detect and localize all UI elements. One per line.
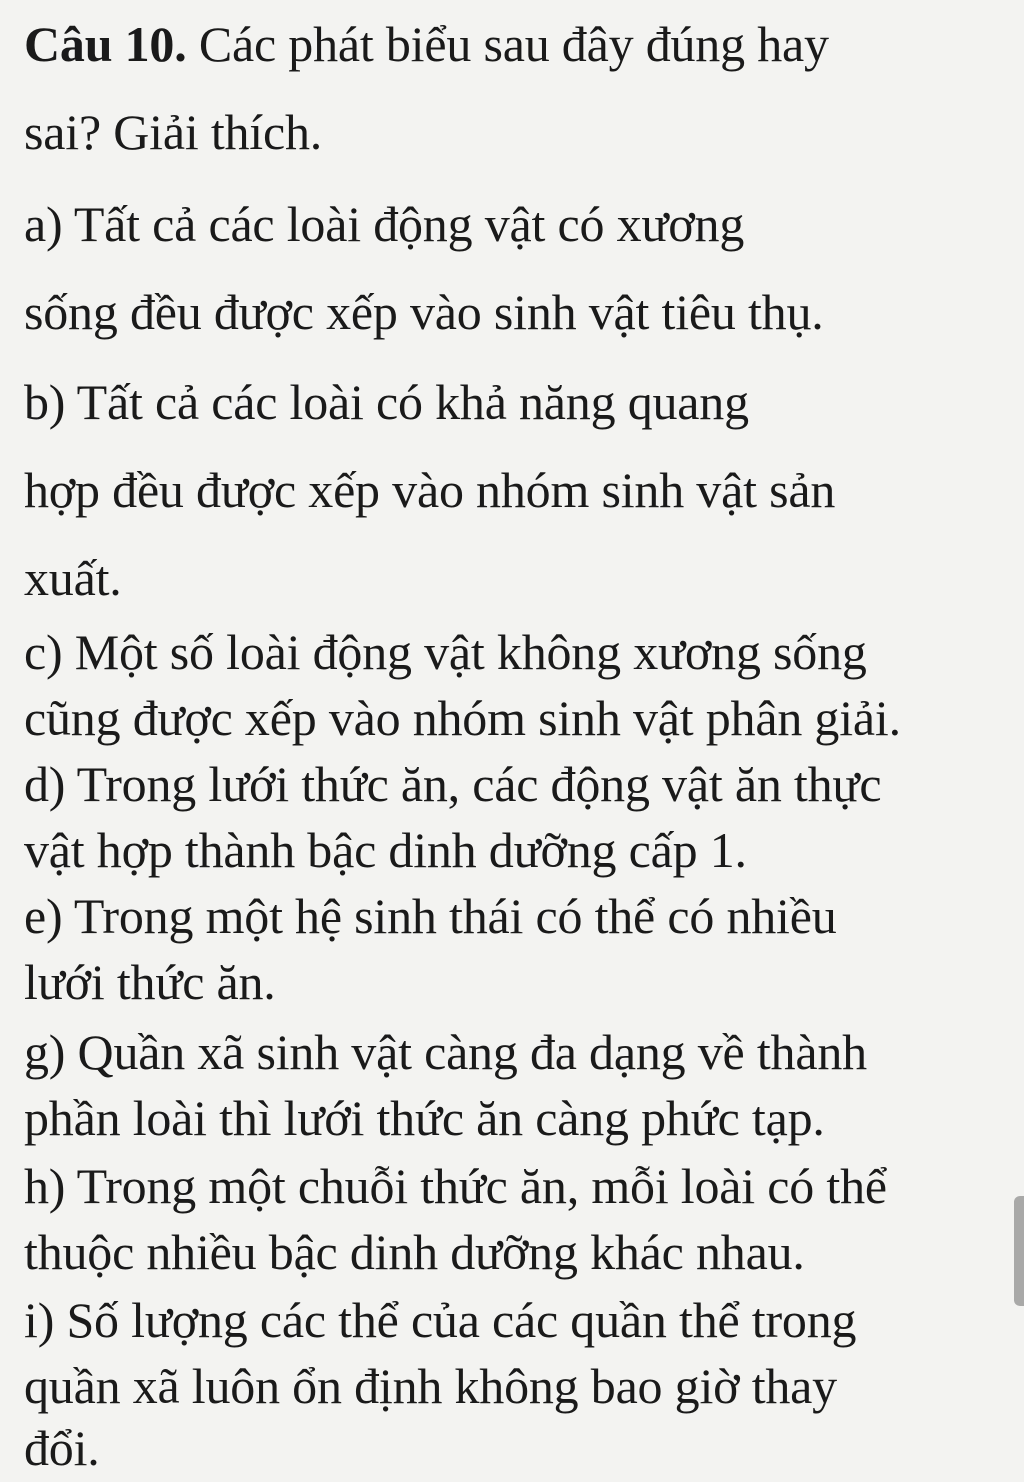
statement-d-line-2: vật hợp thành bậc dinh dưỡng cấp 1. [24, 822, 747, 878]
statement-a-line-2: sống đều được xếp vào sinh vật tiêu thụ. [24, 284, 824, 340]
statement-e-line-2: lưới thức ăn. [24, 954, 276, 1010]
statement-h-line-1: h) Trong một chuỗi thức ăn, mỗi loài có thể [24, 1158, 887, 1214]
statement-i-line-1: i) Số lượng các thể của các quần thể trong [24, 1292, 857, 1348]
statement-b-line-1: b) Tất cả các loài có khả năng quang [24, 374, 749, 430]
statement-g-line-1: g) Quần xã sinh vật càng đa dạng về thành [24, 1024, 867, 1080]
question-prompt-continued: sai? Giải thích. [24, 104, 323, 160]
statement-e-line-1: e) Trong một hệ sinh thái có thể có nhiều [24, 888, 837, 944]
statement-i-line-2: quần xã luôn ổn định không bao giờ thay [24, 1358, 837, 1414]
statement-c-line-1: c) Một số loài động vật không xương sống [24, 624, 867, 680]
question-number: Câu 10. [24, 16, 187, 72]
question-heading-line [24, 14, 829, 74]
statement-b-line-3: xuất. [24, 550, 122, 606]
statement-h-line-2: thuộc nhiều bậc dinh dưỡng khác nhau. [24, 1224, 805, 1280]
statement-g-line-2: phần loài thì lưới thức ăn càng phức tạp. [24, 1090, 825, 1146]
statement-c-line-2: cũng được xếp vào nhóm sinh vật phân giải. [24, 690, 901, 746]
question-prompt: Các phát biểu sau đây đúng hay [198, 16, 829, 72]
statement-i-line-3: đổi. [24, 1420, 100, 1476]
scroll-edge-indicator [1014, 1196, 1024, 1306]
statement-a-line-1: a) Tất cả các loài động vật có xương [24, 196, 745, 252]
statement-b-line-2: hợp đều được xếp vào nhóm sinh vật sản [24, 462, 836, 518]
statement-d-line-1: d) Trong lưới thức ăn, các động vật ăn thực [24, 756, 882, 812]
